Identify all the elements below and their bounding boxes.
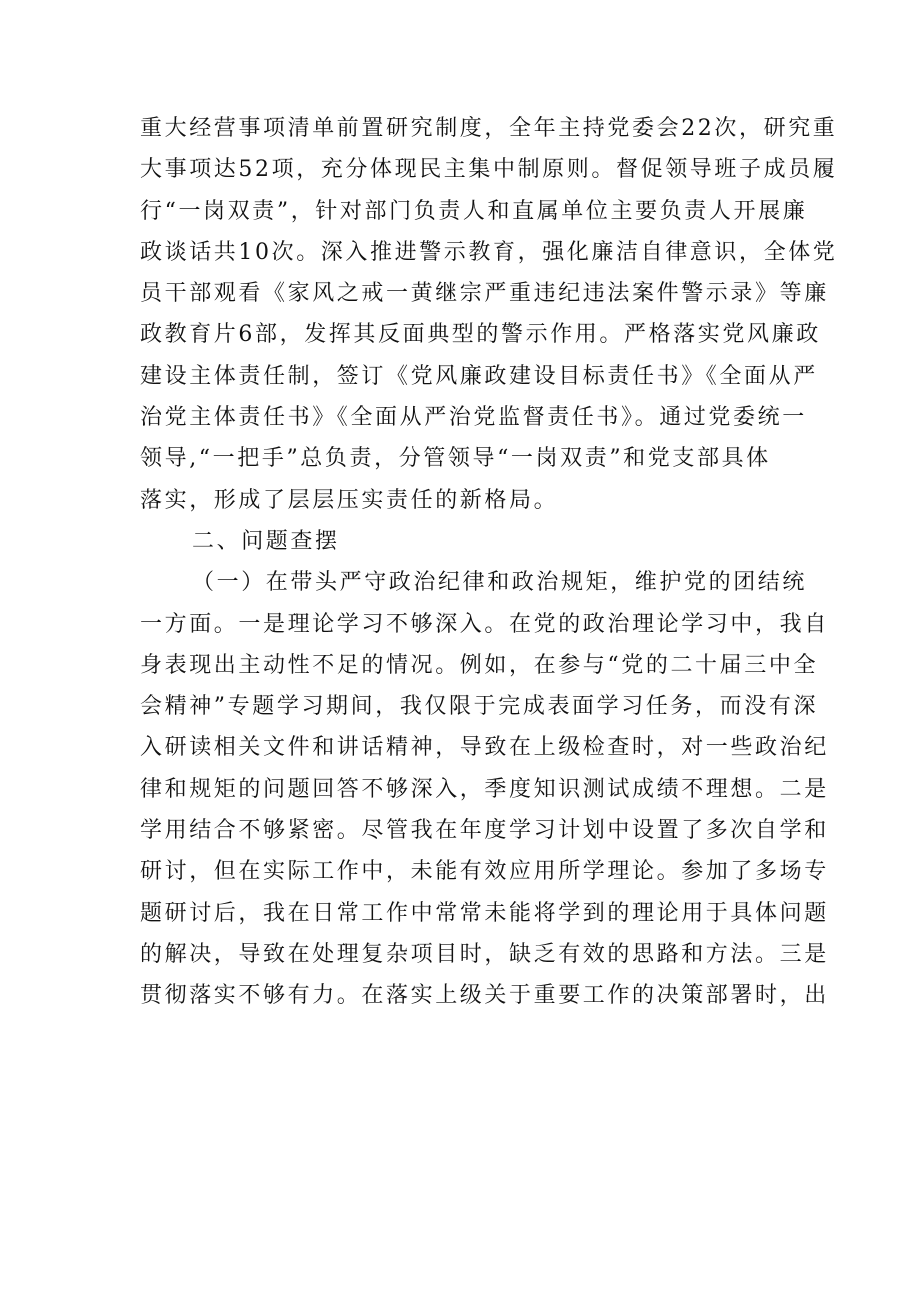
body-line: 建设主体责任制，签订《党风廉政建设目标责任书》《全面从严 [140,363,818,389]
body-line: 落实，形成了层层压实责任的新格局。 [140,487,559,513]
body-line: 治党主体责任书》《全面从严治党监督责任书》。通过党委统一 [140,405,807,431]
body-line: 学用结合不够紧密。尽管我在年度学习计划中设置了多次自学和 [140,818,829,844]
body-line: 题研讨后，我在日常工作中常常未能将学到的理论用于具体问题 [140,900,829,926]
body-line: 贯彻落实不够有力。在落实上级关于重要工作的决策部署时，出 [140,983,829,1009]
document-body [140,108,838,1017]
body-line: 研讨，但在实际工作中，未能有效应用所学理论。参加了多场专 [140,859,829,885]
body-line: 行“一岗双责”，针对部门负责人和直属单位主要负责人开展廉 [140,198,808,224]
body-line: 大事项达52项，充分体现民主集中制原则。督促领导班子成员履 [140,157,838,183]
body-line: 会精神”专题学习期间，我仅限于完成表面学习任务，而没有深 [140,694,819,720]
body-line: 律和规矩的问题回答不够深入，季度知识测试成绩不理想。二是 [140,776,829,802]
subsection-heading: （一）在带头严守政治纪律和政治规矩，维护党的团结统 [192,570,808,596]
body-line: 入研读相关文件和讲话精神，导致在上级检查时，对一些政治纪 [140,735,829,761]
body-line: 员干部观看《家风之戒一黄继宗严重违纪违法案件警示录》等廉 [140,281,829,307]
body-line: 身表现出主动性不足的情况。例如，在参与“党的二十届三中全 [140,652,819,678]
body-line: 领导,“一把手”总负责，分管领导“一岗双责”和党支部具体 [140,446,771,472]
body-line: 政教育片6部，发挥其反面典型的警示作用。严格落实党风廉政 [140,322,821,348]
body-line: 一方面。一是理论学习不够深入。在党的政治理论学习中，我自 [140,611,829,637]
body-line: 的解决，导致在处理复杂项目时，缺乏有效的思路和方法。三是 [140,941,829,967]
body-line: 重大经营事项清单前置研究制度，全年主持党委会22次，研究重 [140,116,838,141]
body-line: 政谈话共10次。深入推进警示教育，强化廉洁自律意识，全体党 [140,239,838,265]
section-heading: 二、问题查摆 [192,528,340,554]
